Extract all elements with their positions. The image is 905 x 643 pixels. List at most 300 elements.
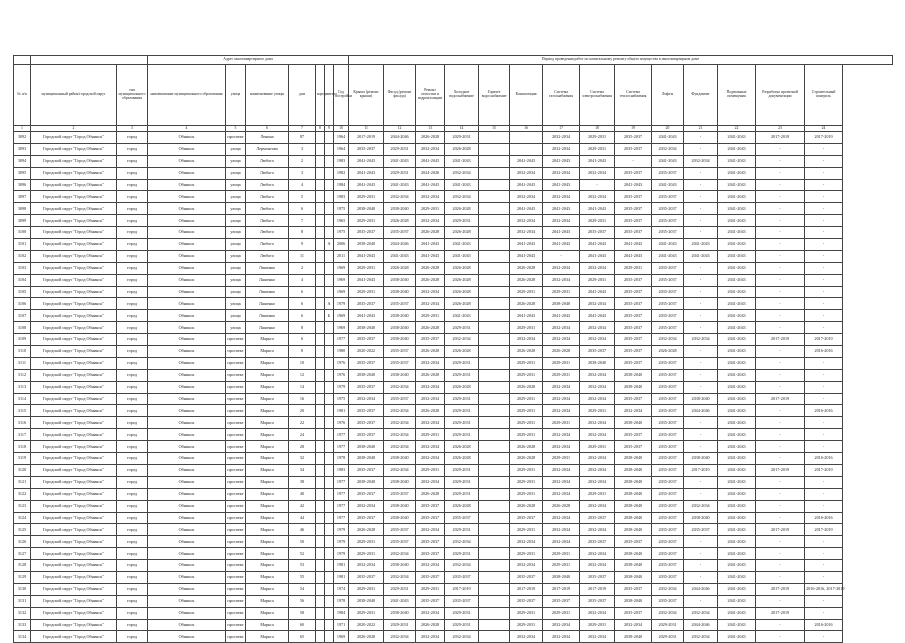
column-header: Ремонт отмостки и гидроизоляции — [416, 65, 445, 126]
table-cell: Обнинск — [148, 571, 226, 583]
table-cell — [325, 500, 334, 512]
table-cell: - — [756, 203, 805, 215]
table-cell: - — [684, 548, 718, 560]
table-cell: 2032-2034 — [416, 215, 445, 227]
column-header: Подвальные помещения — [718, 65, 756, 126]
table-cell: 2032-2034 — [384, 548, 416, 560]
table-cell: 2041-2043 — [615, 250, 652, 262]
table-cell: - — [756, 227, 805, 239]
table-cell: Обнинск — [148, 179, 226, 191]
table-cell: Обнинск — [148, 239, 226, 251]
column-number: 3 — [117, 126, 148, 132]
table-cell: 2041-2043 — [615, 179, 652, 191]
table-cell: Обнинск — [148, 155, 226, 167]
table-cell: 3125 — [14, 524, 31, 536]
column-header: муниципальный район/городской округ — [31, 65, 117, 126]
table-cell — [316, 227, 325, 239]
table-row — [14, 417, 893, 429]
table-cell: 2032-2034 — [384, 381, 416, 393]
table-cell: - — [805, 227, 843, 239]
column-header: литера — [325, 65, 334, 126]
table-cell: 2029-2031 — [445, 215, 479, 227]
table-cell: 2032-2034 — [580, 334, 615, 346]
table-cell: - — [756, 369, 805, 381]
table-cell: 2041-2043 — [445, 239, 479, 251]
table-cell: 2041-2043 — [718, 250, 756, 262]
table-cell — [479, 583, 510, 595]
table-cell — [479, 560, 510, 572]
table-cell — [479, 250, 510, 262]
table-cell: Городской округ "Город Обнинск" — [31, 619, 117, 631]
table-cell: 2032-2034 — [543, 143, 580, 155]
table-cell: город — [117, 369, 148, 381]
table-cell: - — [684, 310, 718, 322]
table-cell: 2041-2043 — [718, 357, 756, 369]
table-cell: 2029-2031 — [615, 262, 652, 274]
table-cell: 2029-2031 — [416, 583, 445, 595]
table-cell: Обнинск — [148, 132, 226, 144]
table-cell: 2032-2034 — [349, 393, 384, 405]
table-cell: 2029-2031 — [445, 369, 479, 381]
table-cell: Обнинск — [148, 500, 226, 512]
table-cell: Обнинск — [148, 607, 226, 619]
table-cell: 58 — [289, 607, 316, 619]
table-cell: 2038-2040 — [615, 631, 652, 643]
table-cell: 46 — [289, 524, 316, 536]
table-cell: - — [756, 441, 805, 453]
table-cell: 2041-2043 — [718, 155, 756, 167]
table-cell: 2017-2019 — [510, 583, 543, 595]
table-row — [14, 560, 893, 572]
table-cell: 2032-2034 — [445, 191, 479, 203]
table-cell: 2035-2037 — [349, 571, 384, 583]
table-cell: 2035-2037 — [580, 346, 615, 358]
table-cell: 2041-2043 — [349, 167, 384, 179]
table-cell: - — [805, 274, 843, 286]
table-cell: Обнинск — [148, 619, 226, 631]
table-cell: 1977 — [334, 334, 349, 346]
table-cell: Городской округ "Город Обнинск" — [31, 357, 117, 369]
table-cell: 2032-2034 — [543, 619, 580, 631]
table-cell: 2017-2019 — [756, 607, 805, 619]
table-cell: проспект — [226, 405, 246, 417]
table-cell: А — [325, 298, 334, 310]
table-cell: - — [684, 571, 718, 583]
table-cell — [479, 381, 510, 393]
table-cell: 2041-2043 — [416, 239, 445, 251]
table-cell — [479, 274, 510, 286]
table-cell: 2016-2016 — [805, 405, 843, 417]
table-cell: 2032-2034 — [510, 560, 543, 572]
table-cell: город — [117, 322, 148, 334]
table-cell: проспект — [226, 464, 246, 476]
table-cell: 2032-2034 — [580, 369, 615, 381]
table-cell: 2032-2034 — [416, 286, 445, 298]
table-cell: 2035-2037 — [615, 441, 652, 453]
table-cell: - — [684, 476, 718, 488]
table-cell — [316, 286, 325, 298]
column-number: 18 — [580, 126, 615, 132]
table-cell: А — [325, 239, 334, 251]
table-cell: 2035-2037 — [652, 357, 684, 369]
table-cell: 2035-2037 — [416, 548, 445, 560]
table-cell: 2035-2037 — [615, 583, 652, 595]
table-cell: 2035-2037 — [615, 274, 652, 286]
table-cell — [479, 393, 510, 405]
table-cell: 2032-2034 — [416, 453, 445, 465]
table-cell: Обнинск — [148, 453, 226, 465]
table-cell — [325, 215, 334, 227]
table-cell — [479, 464, 510, 476]
table-cell: 2029-2031 — [445, 619, 479, 631]
table-cell: 2032-2034 — [652, 143, 684, 155]
table-cell: 2026-2028 — [349, 524, 384, 536]
table-cell: 2041-2043 — [718, 346, 756, 358]
table-cell — [479, 132, 510, 144]
table-cell: 2016-2016 — [805, 346, 843, 358]
table-cell: 2038-2040 — [543, 571, 580, 583]
table-row — [14, 167, 893, 179]
column-number: 9 — [325, 126, 334, 132]
table-cell: 2029-2031 — [445, 524, 479, 536]
table-cell: - — [756, 286, 805, 298]
table-cell: 2032-2034 — [543, 476, 580, 488]
table-cell: город — [117, 132, 148, 144]
table-cell: Маркса — [246, 405, 289, 417]
table-cell — [316, 607, 325, 619]
table-cell: 6 — [289, 310, 316, 322]
table-cell: 1976 — [334, 369, 349, 381]
table-cell: - — [805, 167, 843, 179]
table-cell: 1969 — [334, 286, 349, 298]
table-cell: - — [756, 512, 805, 524]
table-cell: 2032-2034 — [349, 500, 384, 512]
table-cell: Городской округ "Город Обнинск" — [31, 631, 117, 643]
table-cell: - — [684, 488, 718, 500]
table-cell: 2041-2043 — [718, 393, 756, 405]
table-cell: 2035-2037 — [652, 536, 684, 548]
table-cell — [316, 334, 325, 346]
table-cell: 2044-2046 — [684, 405, 718, 417]
table-cell: 2029-2031 — [384, 167, 416, 179]
table-cell: 2032-2034 — [416, 560, 445, 572]
table-cell: 2035-2037 — [615, 298, 652, 310]
table-cell: 2041-2043 — [349, 274, 384, 286]
table-cell: 2032-2034 — [416, 607, 445, 619]
table-row — [14, 381, 893, 393]
table-cell: проспект — [226, 595, 246, 607]
table-cell: 2016-2016 — [805, 619, 843, 631]
table-cell: 2032-2034 — [580, 393, 615, 405]
table-cell: 2032-2034 — [445, 536, 479, 548]
table-cell: 2041-2043 — [580, 155, 615, 167]
table-cell: 2029-2031 — [384, 583, 416, 595]
table-cell: Маркса — [246, 631, 289, 643]
table-cell: 2038-2040 — [615, 476, 652, 488]
table-cell: 2032-2034 — [580, 417, 615, 429]
table-cell: Ляшенко — [246, 310, 289, 322]
table-cell: - — [805, 203, 843, 215]
table-cell: 5 — [289, 191, 316, 203]
table-cell: 2041-2043 — [718, 536, 756, 548]
table-cell: 2041-2043 — [543, 179, 580, 191]
table-cell: 2024-2026 — [416, 167, 445, 179]
table-cell: 2041-2043 — [718, 227, 756, 239]
table-cell — [479, 607, 510, 619]
table-cell: 2038-2040 — [384, 500, 416, 512]
table-cell: 2041-2043 — [543, 239, 580, 251]
table-cell: Маркса — [246, 381, 289, 393]
table-cell: улица — [226, 298, 246, 310]
table-cell: 2041-2043 — [510, 239, 543, 251]
table-cell: 2035-2037 — [615, 334, 652, 346]
table-cell: 2032-2034 — [510, 191, 543, 203]
table-cell: улица — [226, 203, 246, 215]
table-cell: 2032-2034 — [580, 381, 615, 393]
table-cell: 2038-2040 — [543, 298, 580, 310]
table-cell: город — [117, 500, 148, 512]
table-cell — [325, 274, 334, 286]
table-cell: Маркса — [246, 524, 289, 536]
table-cell: Маркса — [246, 595, 289, 607]
table-cell: 2017-2019 — [756, 464, 805, 476]
table-cell — [325, 476, 334, 488]
table-cell: 2029-2031 — [445, 464, 479, 476]
column-header: Система теплоснабжения — [615, 65, 652, 126]
table-cell: 2032-2034 — [580, 464, 615, 476]
table-cell: 2041-2043 — [543, 155, 580, 167]
table-cell: - — [805, 286, 843, 298]
table-cell: - — [805, 536, 843, 548]
table-cell: 2035-2037 — [652, 274, 684, 286]
table-cell: Обнинск — [148, 286, 226, 298]
table-cell: 2032-2034 — [416, 191, 445, 203]
table-cell — [325, 631, 334, 643]
table-cell: 2035-2037 — [510, 571, 543, 583]
table-cell: 2035-2037 — [615, 167, 652, 179]
table-row — [14, 571, 893, 583]
table-cell: 10 — [289, 357, 316, 369]
table-cell: - — [756, 500, 805, 512]
table-cell: 2026-2028 — [652, 346, 684, 358]
table-cell: город — [117, 381, 148, 393]
table-cell — [325, 262, 334, 274]
table-cell: проспект — [226, 357, 246, 369]
table-cell — [479, 227, 510, 239]
table-cell — [479, 310, 510, 322]
table-cell: - — [684, 262, 718, 274]
table-cell — [316, 381, 325, 393]
table-cell: 2032-2034 — [543, 488, 580, 500]
table-cell: Обнинск — [148, 405, 226, 417]
table-cell: 2006 — [334, 239, 349, 251]
table-cell: 2032-2034 — [543, 215, 580, 227]
table-row — [14, 595, 893, 607]
table-cell: - — [756, 417, 805, 429]
table-cell — [316, 357, 325, 369]
table-cell: 2029-2031 — [349, 583, 384, 595]
table-cell: 3128 — [14, 560, 31, 572]
table-cell: 2035-2037 — [349, 417, 384, 429]
table-cell: 2035-2037 — [615, 132, 652, 144]
group-header-address: Адрес многоквартирного дома — [148, 56, 349, 65]
table-cell: 56 — [289, 595, 316, 607]
table-cell: 2035-2037 — [416, 595, 445, 607]
table-cell — [316, 619, 325, 631]
table-cell: 1977 — [334, 512, 349, 524]
column-header: Холодное водоснабжение — [445, 65, 479, 126]
table-cell: 2032-2034 — [543, 464, 580, 476]
table-cell: - — [756, 405, 805, 417]
column-header: наименование улицы — [246, 65, 289, 126]
table-cell — [325, 322, 334, 334]
table-cell — [479, 548, 510, 560]
table-cell: 2035-2037 — [615, 429, 652, 441]
table-cell: Городской округ "Город Обнинск" — [31, 476, 117, 488]
table-cell — [316, 203, 325, 215]
table-cell: 2026-2028 — [416, 274, 445, 286]
table-cell: город — [117, 274, 148, 286]
table-cell: Любого — [246, 239, 289, 251]
table-cell: 2041-2043 — [718, 453, 756, 465]
table-cell: 8 — [289, 322, 316, 334]
table-cell: 1969 — [334, 310, 349, 322]
table-cell: 2029-2031 — [543, 286, 580, 298]
table-cell — [316, 417, 325, 429]
table-cell: город — [117, 524, 148, 536]
table-cell: Обнинск — [148, 488, 226, 500]
table-cell: 2041-2043 — [416, 250, 445, 262]
table-cell: 3103 — [14, 262, 31, 274]
table-cell: 2026-2028 — [510, 441, 543, 453]
table-cell: 2038-2040 — [684, 453, 718, 465]
table-cell: Обнинск — [148, 203, 226, 215]
table-cell: Городской округ "Город Обнинск" — [31, 560, 117, 572]
table-cell: 2029-2031 — [543, 560, 580, 572]
table-cell: 1984 — [334, 607, 349, 619]
table-row — [14, 464, 893, 476]
column-header: Фундамент — [684, 65, 718, 126]
table-cell: 2 — [289, 155, 316, 167]
table-cell: город — [117, 429, 148, 441]
table-cell: 2038-2040 — [615, 453, 652, 465]
table-row — [14, 631, 893, 643]
table-cell: 2035-2037 — [615, 215, 652, 227]
table-row — [14, 512, 893, 524]
table-cell: город — [117, 571, 148, 583]
table-cell: - — [684, 143, 718, 155]
table-cell: Городской округ "Город Обнинск" — [31, 215, 117, 227]
table-cell — [479, 536, 510, 548]
table-group-header-row — [14, 56, 893, 65]
table-cell: 2026-2028 — [416, 132, 445, 144]
table-cell: 3127 — [14, 548, 31, 560]
table-cell: 2038-2040 — [615, 560, 652, 572]
table-cell: 2041-2043 — [652, 132, 684, 144]
table-cell: 2035-2037 — [615, 310, 652, 322]
table-cell — [479, 239, 510, 251]
table-cell: Городской округ "Город Обнинск" — [31, 239, 117, 251]
table-cell: 20 — [289, 405, 316, 417]
column-header: тип муниципального образования — [117, 65, 148, 126]
table-row — [14, 453, 893, 465]
table-cell: 2032-2034 — [684, 155, 718, 167]
table-cell: Обнинск — [148, 369, 226, 381]
table-cell: 2041-2043 — [718, 262, 756, 274]
table-cell: 2041-2043 — [510, 250, 543, 262]
table-cell: Городской округ "Город Обнинск" — [31, 179, 117, 191]
table-cell: 2041-2043 — [718, 191, 756, 203]
table-cell: 2029-2031 — [384, 619, 416, 631]
table-cell: 2032-2034 — [543, 631, 580, 643]
table-cell: - — [684, 286, 718, 298]
table-cell: 2035-2037 — [349, 405, 384, 417]
table-cell: 2035-2037 — [349, 357, 384, 369]
table-cell: город — [117, 239, 148, 251]
table-cell: 2041-2043 — [580, 239, 615, 251]
table-cell: 2041-2043 — [718, 369, 756, 381]
table-cell: проспект — [226, 369, 246, 381]
table-cell: - — [684, 536, 718, 548]
table-cell: 2038-2040 — [384, 286, 416, 298]
table-cell: 2026-2028 — [510, 500, 543, 512]
table-cell: 1965 — [334, 215, 349, 227]
table-cell: - — [805, 381, 843, 393]
table-cell: 2020-2022 — [349, 346, 384, 358]
table-cell: город — [117, 560, 148, 572]
table-cell: Городской округ "Город Обнинск" — [31, 191, 117, 203]
table-cell: 2035-2037 — [615, 536, 652, 548]
table-cell — [316, 631, 325, 643]
table-cell: 3097 — [14, 191, 31, 203]
table-cell: 2035-2037 — [416, 512, 445, 524]
table-cell: - — [805, 595, 843, 607]
table-cell: 2035-2037 — [615, 322, 652, 334]
table-cell: 1981 — [334, 571, 349, 583]
table-cell: Городской округ "Город Обнинск" — [31, 346, 117, 358]
table-cell: 2035-2037 — [384, 346, 416, 358]
table-cell: - — [756, 631, 805, 643]
table-row — [14, 369, 893, 381]
column-header: дом — [289, 65, 316, 126]
table-cell: Городской округ "Город Обнинск" — [31, 500, 117, 512]
table-cell: 2032-2034 — [416, 143, 445, 155]
table-row — [14, 429, 893, 441]
table-cell — [316, 274, 325, 286]
table-cell: улица — [226, 167, 246, 179]
table-cell: 3121 — [14, 476, 31, 488]
table-cell: 6 — [289, 334, 316, 346]
table-cell: 3106 — [14, 298, 31, 310]
table-cell: улица — [226, 322, 246, 334]
table-cell: 2035-2037 — [349, 227, 384, 239]
table-cell: 14 — [289, 381, 316, 393]
table-cell: Обнинск — [148, 560, 226, 572]
table-cell: 2032-2034 — [510, 334, 543, 346]
table-cell: 2038-2040 — [384, 322, 416, 334]
table-cell: 2041-2043 — [718, 571, 756, 583]
table-cell: 2035-2037 — [652, 512, 684, 524]
table-cell: город — [117, 203, 148, 215]
table-cell: 2017-2019 — [756, 583, 805, 595]
table-row — [14, 334, 893, 346]
table-cell: 2026-2028 — [543, 500, 580, 512]
table-cell: город — [117, 536, 148, 548]
table-cell: проспект — [226, 334, 246, 346]
table-cell: 2038-2040 — [349, 322, 384, 334]
table-cell: 2017-2019 — [756, 334, 805, 346]
table-cell: - — [805, 476, 843, 488]
